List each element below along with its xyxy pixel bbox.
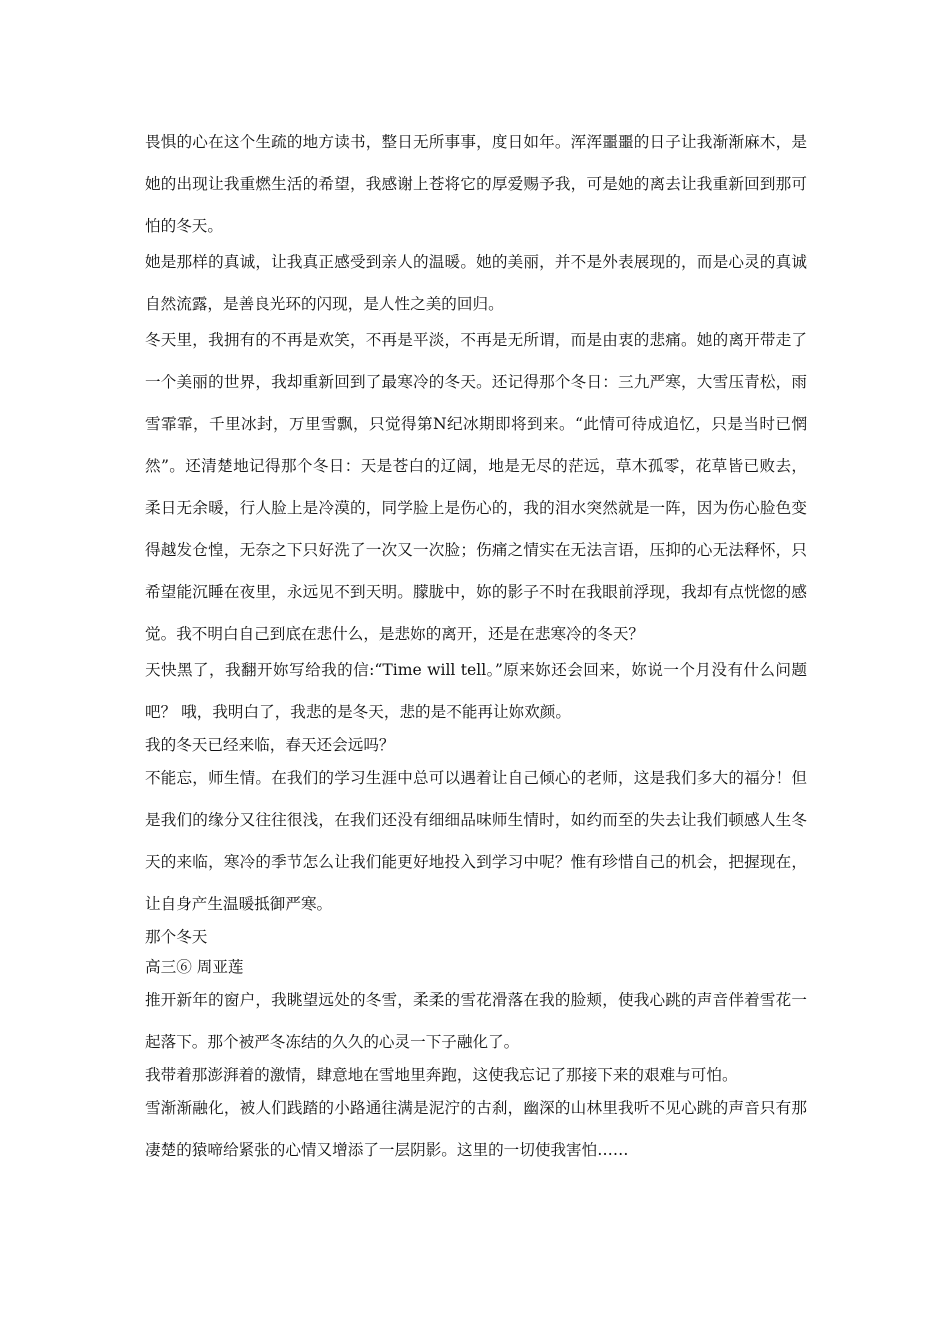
paragraph-7: 推开新年的窗户，我眺望远处的冬雪，柔柔的雪花滑落在我的脸颊，使我心跳的声音伴着雪花一起落下。那个被严冬冻结的久久的心灵一下子融化了。 [145,991,807,1051]
paragraph-1: 畏惧的心在这个生疏的地方读书，整日无所事事，度日如年。浑浑噩噩的日子让我渐渐麻木，是她的出现让我重燃生活的希望，我感谢上苍将它的厚爱赐予我，可是她的离去让我重新回到那可怕的冬天。 [145,133,807,235]
paragraph-6: 不能忘，师生情。在我们的学习生涯中总可以遇着让自己倾心的老师，这是我们多大的福分！但是我们的缘分又往往很浅，在我们还没有细细品味师生情时，如约而至的失去让我们顿感人生冬天的来临，寒冷的季节怎么让我们能更好地投入到学习中呢？惟有珍惜自己的机会，把握现在，让自身产生温暖抵御严寒。 [145,769,807,913]
paragraph-9: 雪渐渐融化，被人们践踏的小路通往满是泥泞的古刹，幽深的山林里我听不见心跳的声音只有那凄楚的猿啼给紧张的心情又增添了一层阴影。这里的一切使我害怕…… [145,1099,807,1159]
paragraph-5: 我的冬天已经来临，春天还会远吗？ [145,736,395,754]
paragraph-3: 冬天里，我拥有的不再是欢笑，不再是平淡，不再是无所谓，而是由衷的悲痛。她的离开带走了一个美丽的世界，我却重新回到了最寒冷的冬天。还记得那个冬日：三九严寒，大雪压青松，雨雪霏霏，千里冰封，万里雪飘，只觉得第N纪冰期即将到来。“此情可待成追忆，只是当时已惘然”。还清楚地记得那个冬日：天是苍白的辽阔，地是无尽的茫远，草木孤零，花草皆已败去，柔日无余暖，行人脸上是冷漠的，同学脸上是伤心的，我的泪水突然就是一阵，因为伤心脸色变得越发仓惶，无奈之下只好洗了一次又一次脸；伤痛之情实在无法言语，压抑的心无法释怀，只希望能沉睡在夜里，永远见不到天明。朦胧中，妳的影子不时在我眼前浮现，我却有点恍惚的感觉。我不明白自己到底在悲什么，是悲妳的离开，还是在悲寒冷的冬天？ [145,331,807,643]
section-title: 那个冬天 [145,928,208,946]
author-line: 高三⑥ 周亚莲 [145,958,244,976]
paragraph-8: 我带着那澎湃着的激情，肆意地在雪地里奔跑，这使我忘记了那接下来的艰难与可怕。 [145,1066,738,1084]
paragraph-4: 天快黑了，我翻开妳写给我的信:“Time will tell。”原来妳还会回来，妳说一个月没有什么问题吧？ 哦，我明白了，我悲的是冬天，悲的是不能再让妳欢颜。 [145,661,807,721]
document-body [145,121,807,1171]
paragraph-2: 她是那样的真诚，让我真正感受到亲人的温暖。她的美丽，并不是外表展现的，而是心灵的真诚自然流露，是善良光环的闪现，是人性之美的回归。 [145,253,807,313]
